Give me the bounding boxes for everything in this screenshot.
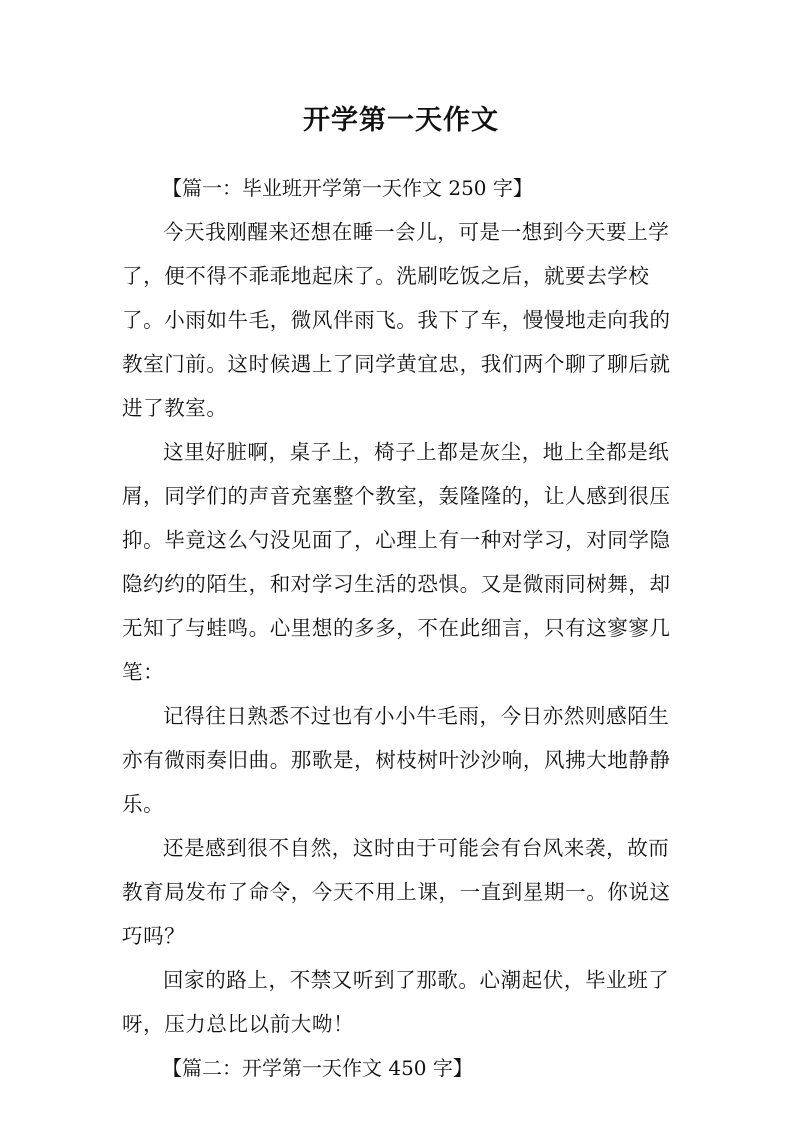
paragraph: 记得往日熟悉不过也有小小牛毛雨，今日亦然则感陌生亦有微雨奏旧曲。那歌是，树枝树叶沙沙响，风拂大地静静乐。 bbox=[122, 704, 671, 816]
paragraph: 还是感到很不自然，这时由于可能会有台风来袭，故而教育局发布了命令，今天不用上课，一直到星期一。你说这巧吗？ bbox=[122, 836, 671, 948]
section-2 bbox=[122, 1046, 680, 1090]
paragraph: 回家的路上，不禁又听到了那歌。心潮起伏，毕业班了呀，压力总比以前大呦！ bbox=[122, 968, 670, 1036]
paragraph: 这里好脏啊，桌子上，椅子上都是灰尘，地上全都是纸屑，同学们的声音充塞整个教室，轰隆隆的，让人感到很压抑。毕竟这么勺没见面了，心理上有一种对学习，对同学隐隐约约的陌生，和对学习生活的恐惧。又是微雨同树舞，却无知了与蛙鸣。心里想的多多，不在此细言，只有这寥寥几笔： bbox=[122, 440, 671, 684]
paragraph: 今天我刚醒来还想在睡一会儿，可是一想到今天要上学了，便不得不乖乖地起床了。洗刷吃饭之后，就要去学校了。小雨如牛毛，微风伴雨飞。我下了车，慢慢地走向我的教室门前。这时候遇上了同学黄宜忠，我们两个聊了聊后就进了教室。 bbox=[122, 220, 671, 420]
section-1 bbox=[122, 166, 680, 1046]
document-title: 开学第一天作文 bbox=[303, 105, 499, 136]
section-heading: 【篇一：毕业班开学第一天作文 250 字】 bbox=[162, 176, 533, 200]
section-heading: 【篇二：开学第一天作文 450 字】 bbox=[162, 1056, 473, 1080]
